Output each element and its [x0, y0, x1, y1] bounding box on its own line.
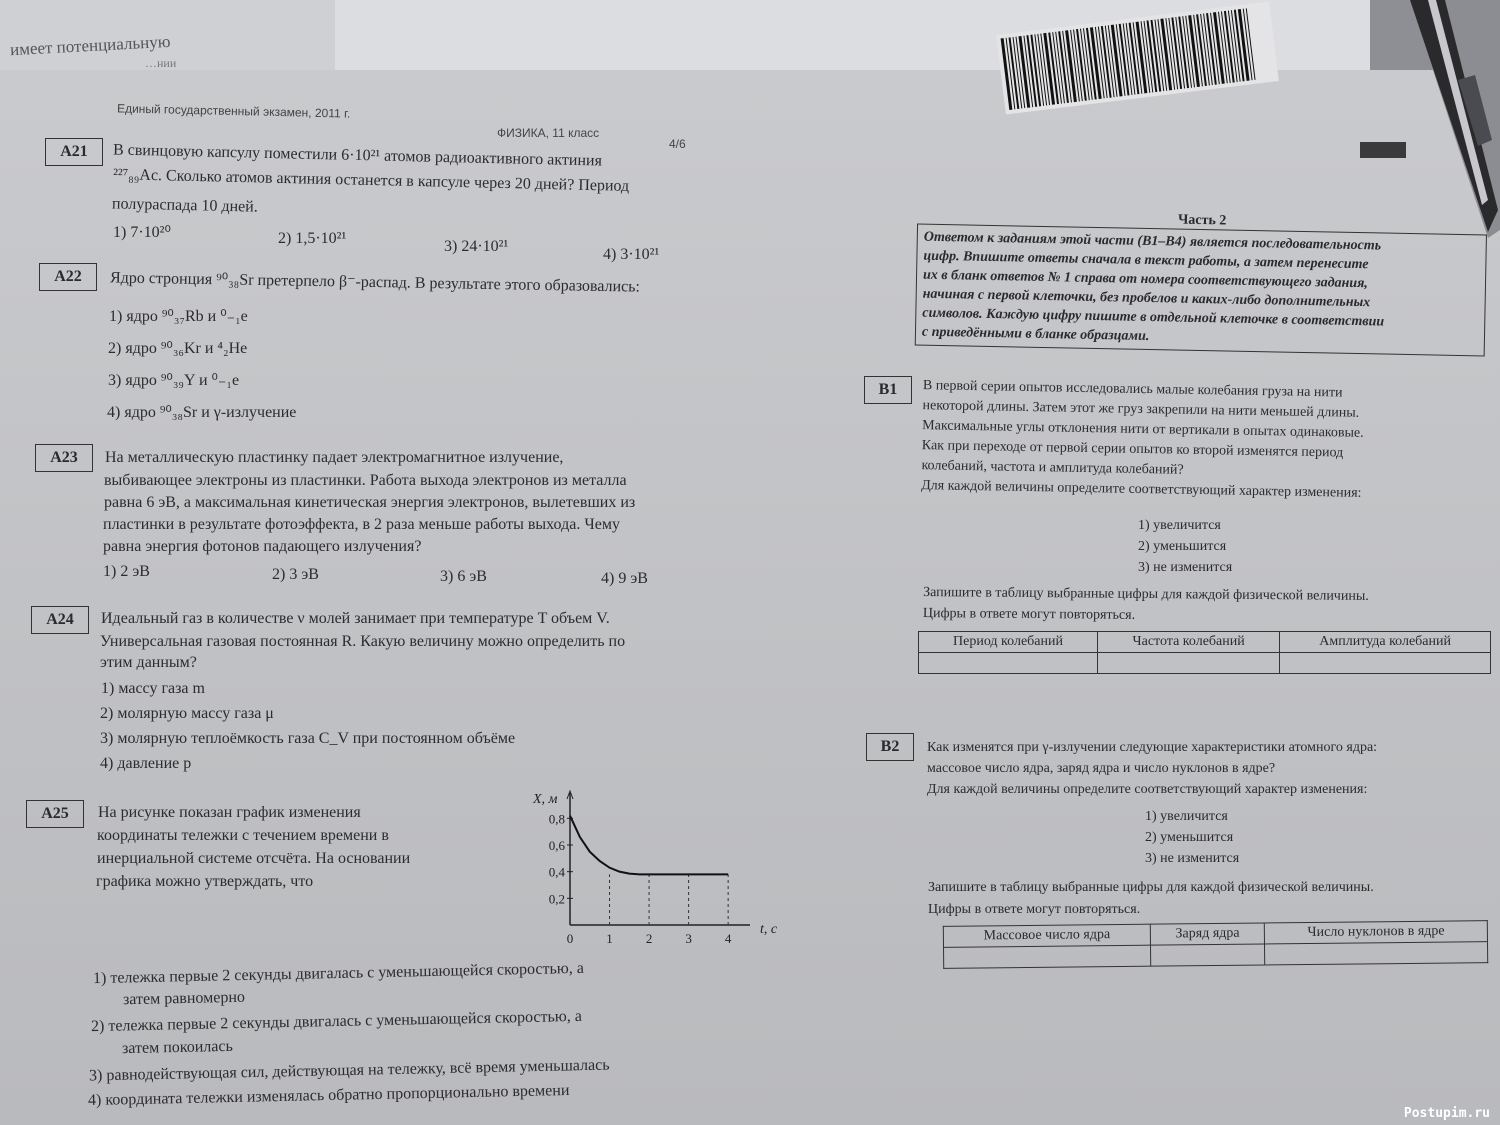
a21-line-3: полураспада 10 дней. [111, 195, 258, 216]
b2-answer-cell[interactable] [1150, 944, 1265, 966]
question-label-a24: А24 [31, 606, 89, 634]
b1-answer-cell[interactable] [1098, 653, 1280, 674]
pen-icon [1370, 0, 1500, 240]
b1-answer-cell[interactable] [1280, 653, 1491, 674]
b1-line: Максимальные углы отклонения нити от вертикали в опытах одинаковые. [922, 418, 1364, 441]
exam-header-title: Единый государственный экзамен, 2011 г. [116, 101, 351, 121]
instruction-line: Ответом к заданиям этой части (В1–В4) является последовательность [923, 229, 1382, 254]
b2-header-mass-number: Массовое число ядра [943, 924, 1150, 947]
b1-choice: 3) не изменится [1138, 560, 1233, 575]
a23-option-1: 1) 2 эВ [103, 563, 150, 580]
a25-line-1: На рисунке показан график изменения [98, 804, 361, 821]
a22-option-4: 4) ядро ⁹⁰₃₈Sr и γ-излучение [107, 404, 297, 421]
b1-header-amplitude: Амплитуда колебаний [1280, 632, 1491, 653]
a23-line-4: пластинки в результате фотоэффекта, в 2 раза меньше работы выхода. Чему [103, 516, 620, 533]
b2-answer-cell[interactable] [1265, 942, 1488, 965]
a22-line: Ядро стронция ⁹⁰₃₈Sr претерпело β⁻-распад. В результате этого образовались: [109, 269, 641, 296]
b2-choice: 2) уменьшится [1145, 830, 1234, 845]
x-tick-label: 0 [566, 931, 574, 946]
b1-choices [1138, 515, 1232, 578]
b1-answer-table [918, 631, 1491, 674]
b2-choices [1145, 806, 1239, 869]
a24-option-3: 3) молярную теплоёмкость газа C_V при постоянном объёме [100, 730, 516, 747]
series-line [570, 816, 728, 875]
b1-header-period: Период колебаний [919, 632, 1098, 653]
a25-option-2: 2) тележка первые 2 секунды двигалась с уменьшающейся скоростью, а [90, 1007, 583, 1036]
a21-line-2: ²²⁷₈₉Ac. Сколько атомов актиния останется в капсуле через 20 дней? Период [112, 166, 630, 195]
b2-line: Как изменятся при γ-излучении следующие характеристики атомного ядра: [927, 740, 1378, 755]
b1-line: колебаний, частота и амплитуда колебаний? [921, 458, 1184, 478]
coordinate-time-chart [525, 792, 778, 955]
question-label-a22: А22 [39, 263, 97, 291]
question-label-b2: В2 [866, 733, 914, 761]
x-axis-label: t, c [760, 922, 778, 937]
a24-option-4: 4) давление p [100, 755, 192, 772]
instruction-line: цифр. Впишите ответы сначала в текст работы, а затем перенесите [923, 248, 1369, 273]
a25-option-3: 3) равнодействующая сил, действующая на тележку, всё время уменьшалась [88, 1056, 610, 1085]
b1-line: В первой серии опытов исследовались малые колебания груза на нити [922, 378, 1343, 401]
a24-option-1: 1) массу газа m [101, 680, 205, 697]
b2-after-line: Запишите в таблицу выбранные цифры для каждой физической величины. [928, 880, 1374, 895]
a22-option-1: 1) ядро ⁹⁰₃₇Rb и ⁰₋₁e [109, 308, 248, 325]
a24-option-2: 2) молярную массу газа μ [100, 705, 274, 722]
a21-option-3: 3) 24·10²¹ [444, 238, 509, 255]
x-tick-label: 2 [645, 931, 653, 946]
question-label-a21: А21 [45, 138, 103, 166]
part2-section [915, 208, 1488, 357]
b2-after-line: Цифры в ответе могут повторяться. [928, 902, 1141, 917]
a23-option-4: 4) 9 эВ [601, 570, 648, 587]
b1-line: Для каждой величины определите соответствующий характер изменения: [921, 478, 1362, 501]
a23-line-5: равна энергия фотонов падающего излучения? [103, 538, 422, 555]
y-axis-label: X, м [533, 792, 558, 807]
a25-option-4: 4) координата тележки изменялась обратно пропорционально времени [87, 1081, 570, 1110]
b1-line: Как при переходе от первой серии опытов ко второй изменятся период [921, 438, 1344, 461]
a21-option-4: 4) 3·10²¹ [603, 246, 660, 263]
a25-line-3: инерциальной системе отсчёта. На основании [97, 850, 411, 867]
b2-line: массовое число ядра, заряд ядра и число нуклонов в ядре? [927, 761, 1276, 776]
a24-line-3: этим данным? [100, 654, 197, 671]
part2-title: Часть 2 [1177, 212, 1227, 229]
a21-option-2: 2) 1,5·10²¹ [278, 230, 347, 247]
x-tick-label: 4 [724, 931, 732, 946]
b1-answer-cell[interactable] [919, 653, 1098, 674]
a23-line-2: выбивающее электроны из пластинки. Работа выхода электронов из металла [104, 472, 627, 489]
b1-choice: 2) уменьшится [1138, 539, 1227, 554]
b1-after-line: Запишите в таблицу выбранные цифры для каждой физической величины. [923, 585, 1369, 604]
a25-option-2-cont: затем покоилась [121, 1037, 233, 1058]
b1-line: некоторой длины. Затем этот же груз закрепили на нити меньшей длины. [922, 398, 1360, 421]
b2-header-charge: Заряд ядра [1150, 923, 1265, 945]
b2-line: Для каждой величины определите соответствующий характер изменения: [927, 782, 1368, 797]
a25-option-1: 1) тележка первые 2 секунды двигалась с уменьшающейся скоростью, а [92, 959, 585, 988]
b2-after [928, 877, 1374, 921]
exam-header-page: 4/6 [669, 137, 686, 151]
a23-line-3: равна 6 эВ, а максимальная кинетическая энергия электронов, вылетевших из [104, 494, 636, 511]
instruction-line: их в бланк ответов № 1 справа от номера соответствующего задания, [922, 267, 1369, 292]
y-tick-label: 0,6 [548, 838, 565, 853]
a22-option-3: 3) ядро ⁹⁰₃₉Y и ⁰₋₁e [108, 372, 240, 389]
exam-header-subject: ФИЗИКА, 11 класс [497, 126, 600, 140]
b1-header-frequency: Частота колебаний [1098, 632, 1280, 653]
a21-option-1: 1) 7·10²⁰ [113, 224, 171, 241]
b2-header-nucleons: Число нуклонов в ядре [1265, 921, 1488, 944]
instruction-line: символов. Каждую цифру пишите в отдельной клеточке в соответствии [922, 305, 1385, 330]
a23-option-2: 2) 3 эВ [272, 566, 319, 583]
question-label-a23: А23 [35, 444, 93, 472]
part2-instructions [915, 224, 1487, 357]
b2-choice: 3) не изменится [1145, 851, 1240, 866]
b1-text [921, 376, 1365, 504]
a25-option-1-cont: затем равномерно [122, 988, 246, 1009]
x-tick-label: 3 [685, 931, 692, 946]
a22-option-2: 2) ядро ⁹⁰₃₆Kr и ⁴₂He [108, 340, 248, 357]
question-label-b1: В1 [864, 376, 912, 404]
a23-option-3: 3) 6 эВ [440, 568, 487, 585]
b2-answer-table [943, 920, 1488, 969]
a25-line-4: графика можно утверждать, что [96, 873, 314, 890]
b2-answer-cell[interactable] [944, 945, 1151, 968]
y-tick-label: 0,4 [548, 864, 565, 880]
question-label-a25: А25 [26, 800, 84, 828]
b2-text [927, 737, 1377, 800]
a23-line-1: На металлическую пластинку падает электромагнитное излучение, [105, 449, 564, 466]
x-tick-label: 1 [606, 931, 613, 946]
a24-line-1: Идеальный газ в количестве ν молей занимает при температуре T объем V. [101, 610, 610, 627]
b2-choice: 1) увеличится [1145, 809, 1228, 824]
b1-after-line: Цифры в ответе могут повторяться. [922, 606, 1136, 623]
background-text: имеет потенциальную [9, 31, 171, 60]
watermark: Postupim.ru [1403, 1106, 1490, 1121]
y-tick-label: 0,8 [548, 811, 565, 827]
y-tick-label: 0,2 [548, 891, 565, 907]
a25-line-2: координаты тележки с течением времени в [97, 827, 389, 844]
b1-after [923, 582, 1369, 628]
background-sheet-left [0, 0, 335, 80]
instruction-line: начиная с первой клеточки, без пробелов и каких-либо дополнительных [922, 286, 1371, 311]
b1-choice: 1) увеличится [1138, 518, 1221, 533]
instruction-line: с приведёнными в бланке образцами. [921, 324, 1150, 345]
background-text-2: …нии [145, 56, 177, 70]
a21-line-1: В свинцовую капсулу поместили 6·10²¹ атомов радиоактивного актиния [112, 141, 603, 170]
a24-line-2: Универсальная газовая постоянная R. Какую величину можно определить по [100, 633, 626, 650]
